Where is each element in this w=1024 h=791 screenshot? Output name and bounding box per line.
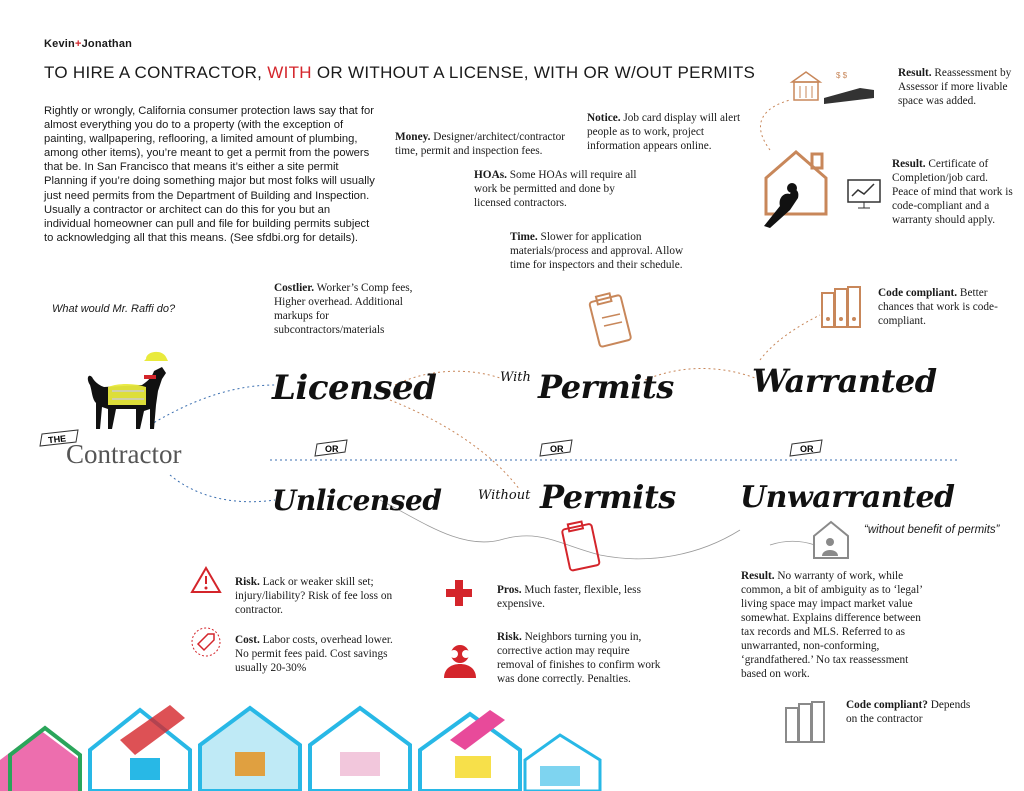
victorian-houses-illustration bbox=[0, 700, 620, 791]
note-money: Money. Designer/architect/contractor time, permit and inspection fees. bbox=[395, 131, 566, 157]
svg-text:OR: OR bbox=[800, 444, 814, 454]
binders-icon bbox=[820, 285, 864, 329]
or-badge bbox=[540, 440, 574, 456]
assessor-building-icon bbox=[790, 68, 880, 108]
binoculars-person-icon bbox=[440, 642, 480, 680]
note-result-certificate: Result. Certificate of Completion/job card. Peace of mind that work is code-compliant and a warranty should apply. bbox=[892, 158, 1013, 226]
note-cost: Cost. Labor costs, overhead lower. No permit fees paid. Cost savings usually 20-30% bbox=[235, 634, 393, 674]
clipboard-icon bbox=[560, 518, 604, 572]
note-hoas: HOAs. Some HOAs will require all work be permitted and done by licensed contractors. bbox=[474, 169, 637, 209]
intro-paragraph: Rightly or wrongly, California consumer protection laws say that for almost everything you do to a property (with the exception of painting, wallpapering, reflooring, a limited amount of plumbing, among other items), you’re meant to get a permit from the powers that be. In San Francisco that means it’s either a site permit Planning if you’re doing something major but most folks will usually just need permits from the Department of Building and Inspection. Usually a contractor or architect can do this for you but an individual homeowner can pull and file for building permits subject to acknowledging all that this means. (See sfdbi.org for details). bbox=[44, 105, 375, 244]
price-tag-icon bbox=[190, 626, 222, 658]
or-badge bbox=[790, 440, 824, 456]
with-label: With bbox=[500, 370, 531, 385]
note-risk-skill: Risk. Lack or weaker skill set; injury/liability? Risk of fee loss on contractor. bbox=[235, 576, 393, 616]
note-notice: Notice. Job card display will alert people as to work, project information appears online. bbox=[587, 112, 741, 152]
warning-triangle-icon bbox=[190, 566, 222, 594]
brand-logo: Kevin+Jonathan bbox=[44, 38, 133, 50]
note-pros: Pros. Much faster, flexible, less expensive. bbox=[497, 584, 641, 610]
plus-icon bbox=[444, 578, 474, 608]
licensed-label: Licensed bbox=[272, 368, 437, 408]
note-time: Time. Slower for application materials/process and approval. Allow time for inspectors and their schedule. bbox=[510, 231, 684, 271]
svg-text:OR: OR bbox=[550, 444, 564, 454]
svg-text:$ $: $ $ bbox=[836, 71, 848, 80]
or-badge bbox=[315, 440, 349, 456]
small-house-icon bbox=[810, 520, 852, 560]
house-icon bbox=[760, 148, 832, 234]
note-result-no-warranty: Result. No warranty of work, while common, a bit of ambiguity as to ‘legal’ living space may impact market value somewhat. Explains difference between tax records and MLS. Referred to as unwarranted, non-conforming, ‘grandfathered.’ No tax reassessment based on work. bbox=[741, 570, 923, 680]
without-permits-label: Permits bbox=[540, 478, 676, 516]
note-code-compliant-question: Code compliant? Depends on the contractor bbox=[846, 699, 971, 725]
dog-with-hardhat-icon bbox=[82, 345, 172, 440]
clipboard-icon bbox=[588, 290, 634, 348]
note-result-reassessment: Result. Reassessment by Assessor if more livable space was added. bbox=[898, 67, 1012, 107]
chart-monitor-icon bbox=[846, 178, 882, 210]
contractor-label: Contractor bbox=[66, 439, 182, 469]
page-title: TO HIRE A CONTRACTOR, WITH OR WITHOUT A LICENSE, WITH OR W/OUT PERMITS bbox=[44, 63, 756, 82]
without-label: Without bbox=[478, 488, 531, 503]
raffi-question: What would Mr. Raffi do? bbox=[52, 303, 176, 315]
unwarranted-label: Unwarranted bbox=[740, 480, 955, 515]
warranted-label: Warranted bbox=[752, 362, 937, 400]
unlicensed-label: Unlicensed bbox=[272, 484, 442, 517]
binders-icon bbox=[784, 700, 828, 744]
without-benefit-of-permits: “without benefit of permits” bbox=[864, 524, 1000, 536]
the-label: THE bbox=[47, 433, 67, 446]
note-costlier: Costlier. Worker’s Comp fees, Higher overhead. Additional markups for subcontractors/materials bbox=[274, 282, 413, 336]
with-permits-label: Permits bbox=[538, 368, 674, 406]
note-risk-neighbors: Risk. Neighbors turning you in, corrective action may require removal of finishes to confirm work was done correctly. Penalties. bbox=[497, 631, 661, 685]
note-code-compliant: Code compliant. Better chances that work is code-compliant. bbox=[878, 287, 998, 327]
svg-text:OR: OR bbox=[325, 444, 339, 454]
